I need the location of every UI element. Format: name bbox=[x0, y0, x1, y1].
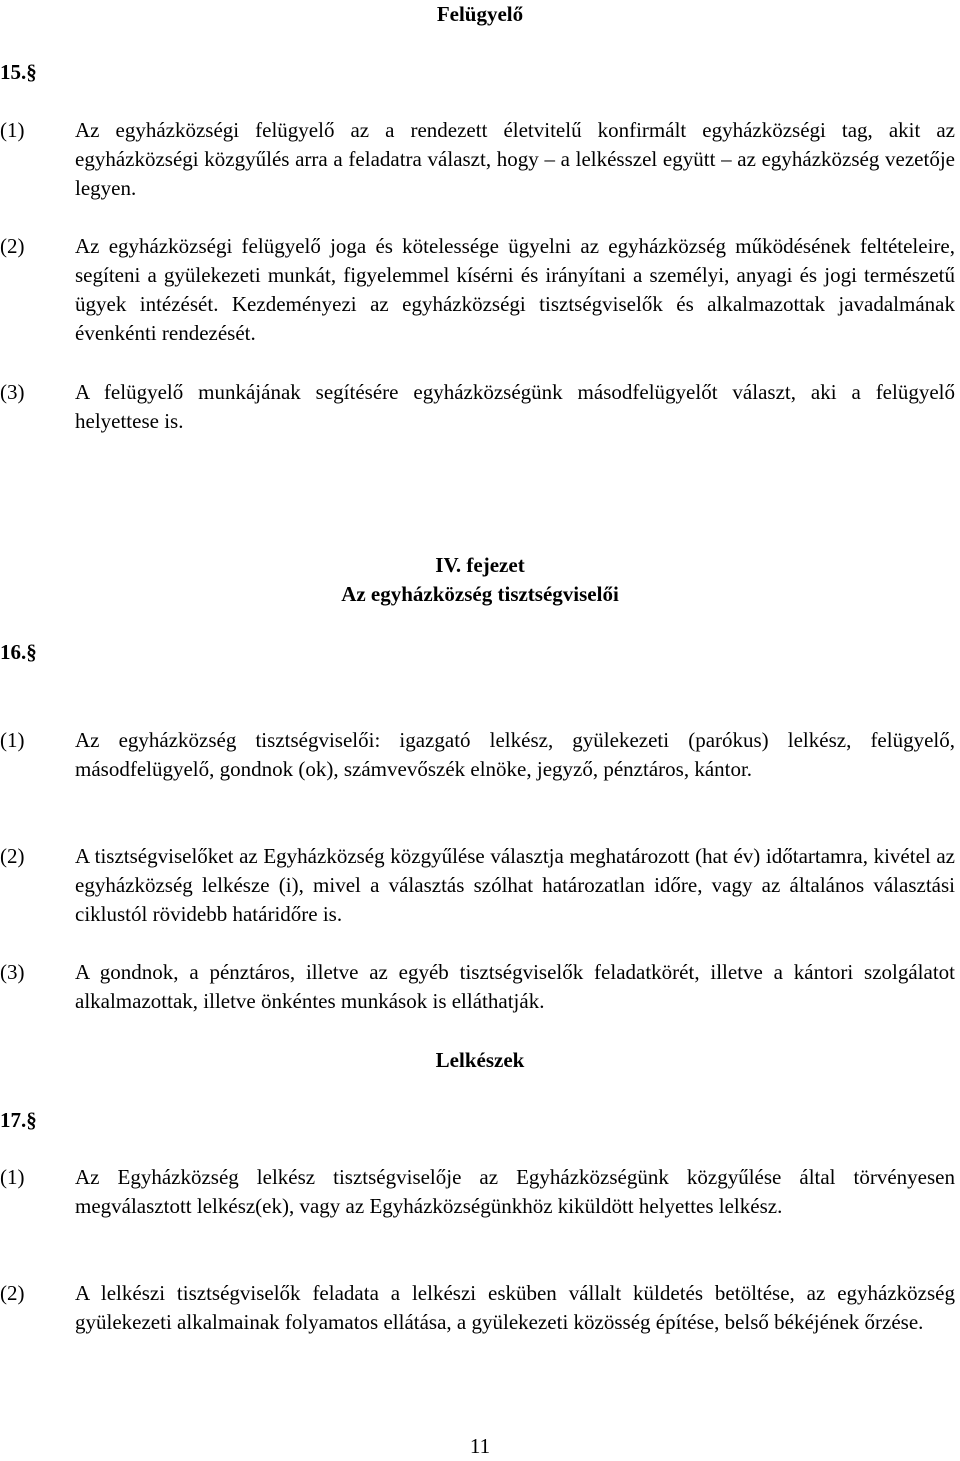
chapter-number: IV. fejezet bbox=[435, 553, 525, 577]
paragraph-number: (3) bbox=[0, 380, 25, 404]
paragraph-number: (1) bbox=[0, 118, 25, 142]
section-number-16: 16.§ bbox=[0, 640, 37, 664]
paragraph-text: Az egyházközség tisztségviselői: igazgató lelkész, gyülekezeti (parókus) lelkész, felügyelő, másodfelügyelő, gondnok (ok), számvevőszék elnöke, jegyző, pénztáros, kántor. bbox=[75, 728, 955, 781]
paragraph-number: (2) bbox=[0, 844, 25, 868]
paragraph-text: A lelkészi tisztségviselők feladata a lelkészi esküben vállalt küldetés betöltése, az egyházközség gyülekezeti alkalmainak folyamatos ellátása, a gyülekezeti közösség építése, belső békéjének őrzése. bbox=[75, 1281, 955, 1334]
paragraph-number: (3) bbox=[0, 960, 25, 984]
paragraph-text: A tisztségviselőket az Egyházközség közgyűlése választja meghatározott (hat év) időtartamra, kivétel az egyházközség lelkésze (i), mivel a választás szólhat határozatlan időre, vagy az általános választási ciklustól rövidebb határidőre is. bbox=[75, 844, 955, 926]
paragraph-number: (2) bbox=[0, 1281, 25, 1305]
paragraph-text: A felügyelő munkájának segítésére egyházközségünk másodfelügyelőt választ, aki a felügyelő helyettese is. bbox=[75, 380, 955, 433]
section-title-lelkeszek: Lelkészek bbox=[435, 1048, 525, 1072]
section-number-17: 17.§ bbox=[0, 1108, 37, 1132]
paragraph-number: (1) bbox=[0, 1165, 25, 1189]
paragraph-text: Az egyházközségi felügyelő az a rendezett életvitelű konfirmált egyházközségi tag, akit az egyházközségi közgyűlés arra a feladatra választ, hogy – a lelkésszel együtt – az egyházközség vezetője legyen. bbox=[75, 118, 955, 200]
paragraph-text: Az Egyházközség lelkész tisztségviselője az Egyházközségünk közgyűlése által törvényesen megválasztott lelkész(ek), vagy az Egyházközségünkhöz kiküldött helyettes lelkész. bbox=[75, 1165, 955, 1218]
chapter-title: Az egyházközség tisztségviselői bbox=[341, 582, 619, 606]
page-number: 11 bbox=[469, 1434, 491, 1458]
paragraph-number: (1) bbox=[0, 728, 25, 752]
paragraph-text: A gondnok, a pénztáros, illetve az egyéb tisztségviselők feladatkörét, illetve a kántori szolgálatot alkalmazottak, illetve önkéntes munkások is elláthatják. bbox=[75, 960, 955, 1013]
paragraph-number: (2) bbox=[0, 234, 25, 258]
paragraph-text: Az egyházközségi felügyelő joga és kötelessége ügyelni az egyházközség működésének feltételeire, segíteni a gyülekezeti munkát, figyelemmel kísérni és irányítani a személyi, anyagi és jogi természetű ügyek intézését. Kezdeményezi az egyházközségi tisztségviselők és alkalmazottak javadalmának évenkénti rendezését. bbox=[75, 234, 955, 345]
section-title-felugyelo: Felügyelő bbox=[436, 2, 524, 26]
section-number-15: 15.§ bbox=[0, 60, 37, 84]
